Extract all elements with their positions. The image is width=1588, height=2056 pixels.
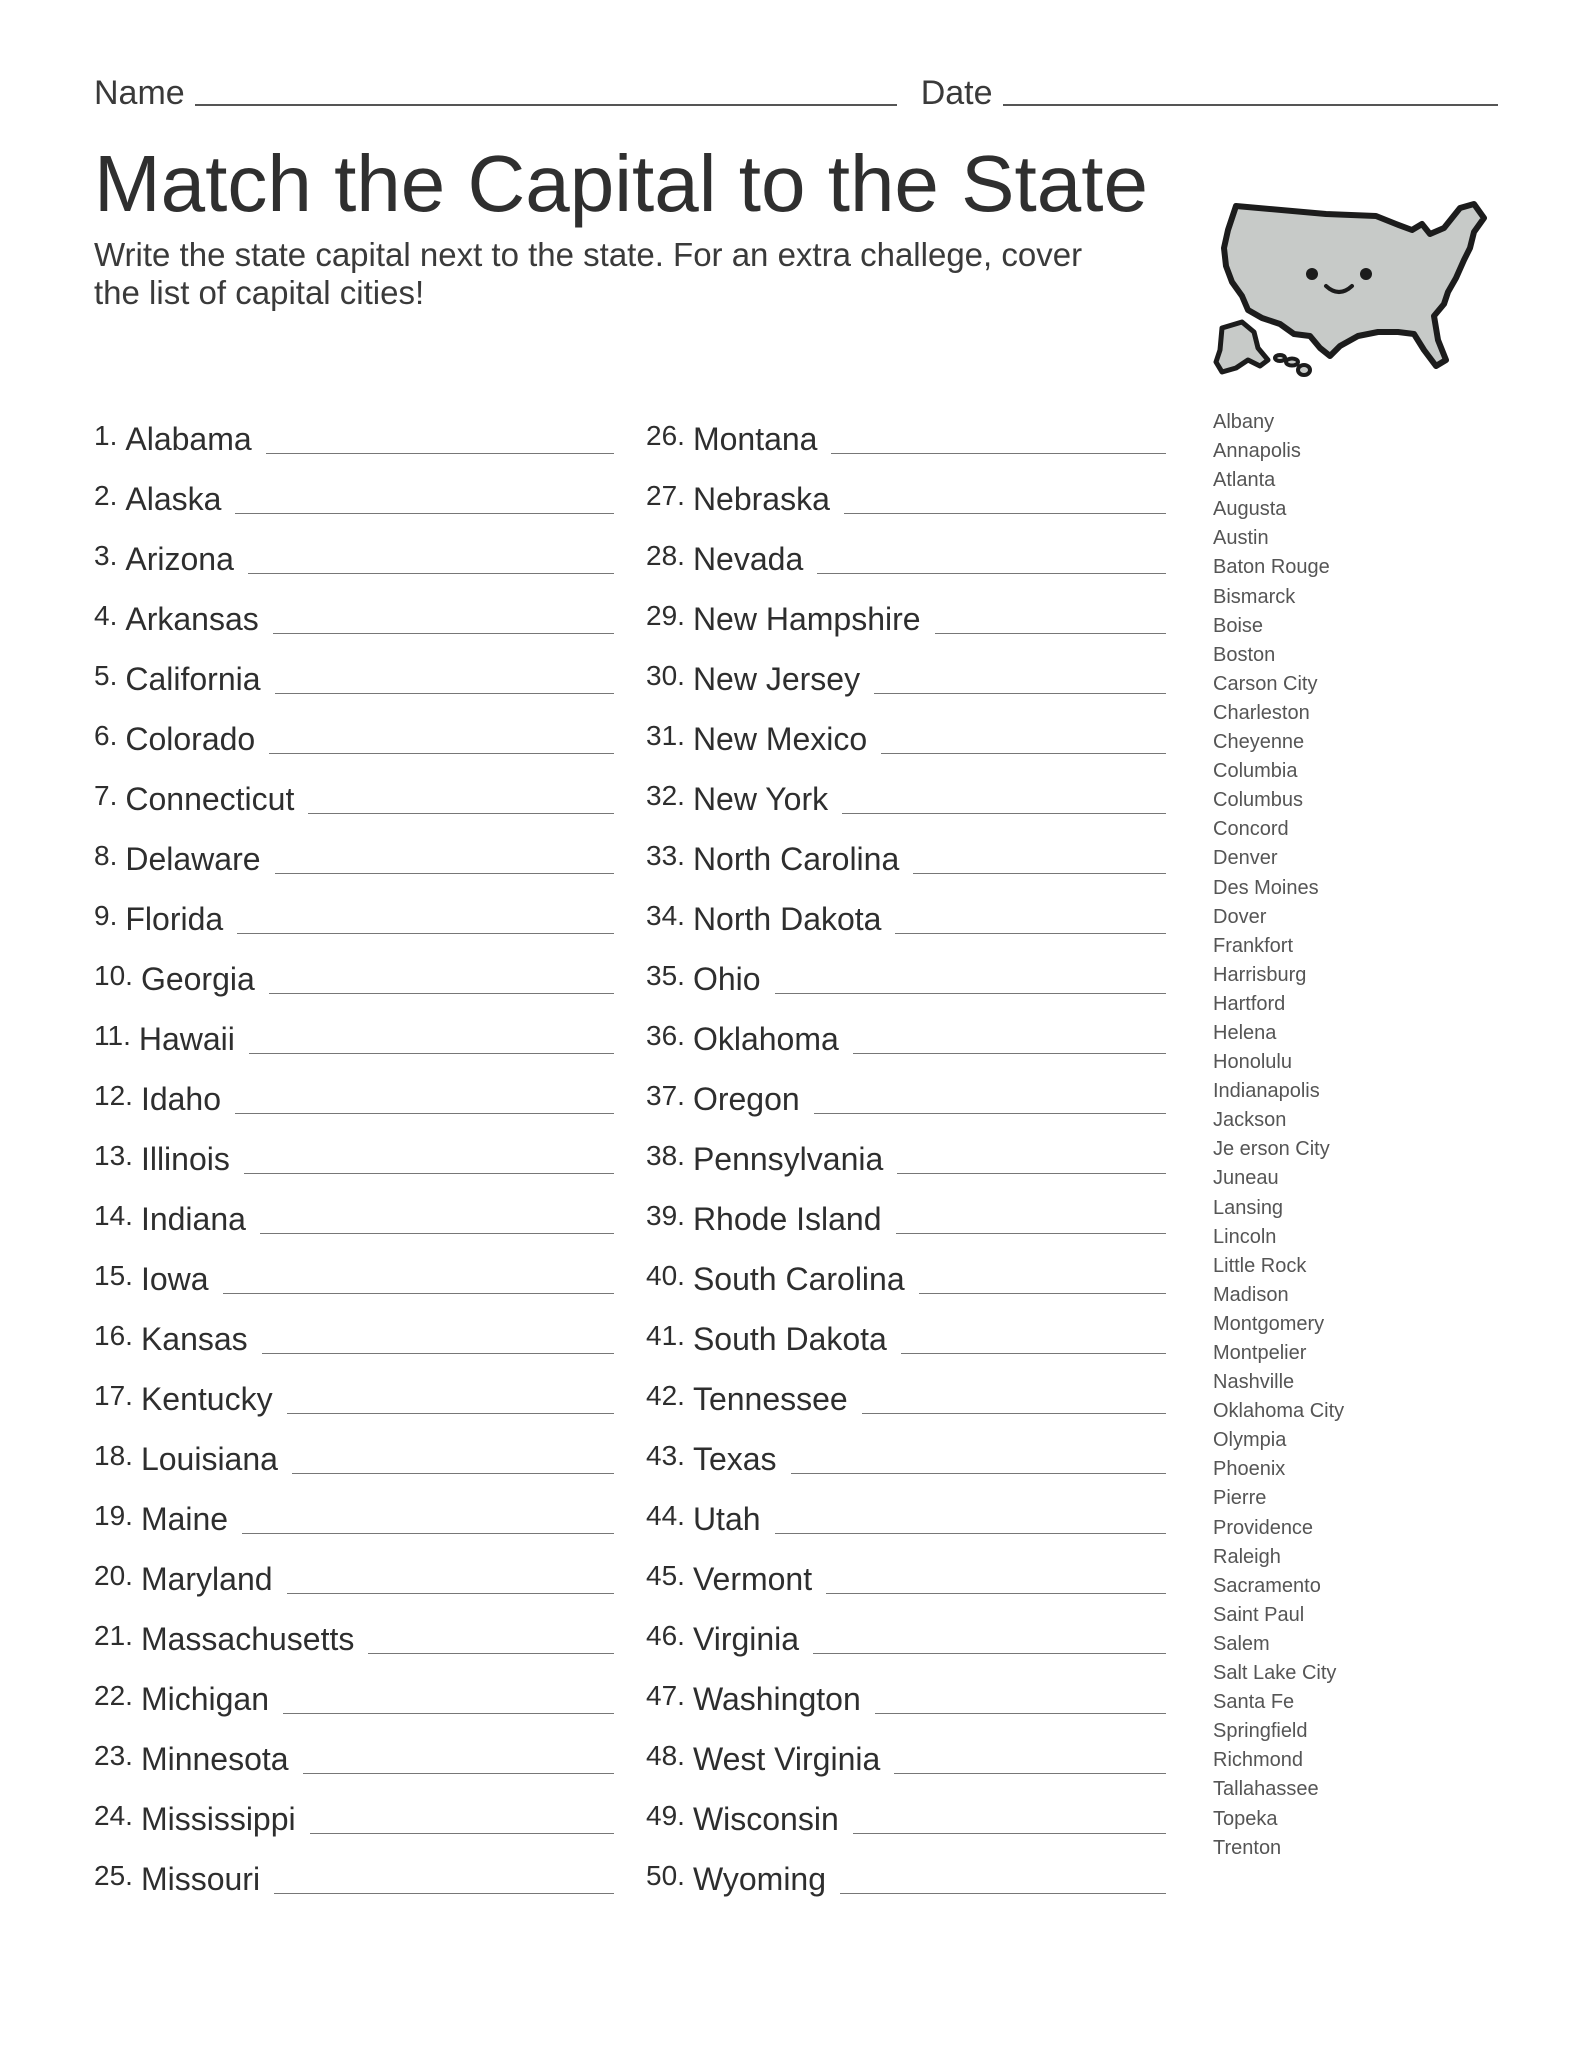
state-row [646,1718,1166,1778]
capital-answer-line[interactable] [874,693,1166,694]
state-name: Missouri [140,1861,261,1897]
capital-answer-line[interactable] [831,453,1166,454]
state-number: 14. [94,1200,133,1231]
capital-answer-line[interactable] [842,813,1166,814]
state-row [646,1358,1166,1418]
state-number: 18. [94,1440,133,1471]
capital-answer-line[interactable] [368,1653,614,1654]
state-row [94,1178,614,1238]
capital-answer-line[interactable] [791,1473,1166,1474]
capital-city-item: Hartford [1213,992,1286,1015]
capital-city-item: Columbia [1213,760,1298,783]
capital-answer-line[interactable] [303,1773,614,1774]
capital-answer-line[interactable] [897,1173,1166,1174]
state-number: 42. [646,1380,685,1411]
capital-answer-line[interactable] [248,573,614,574]
state-row [646,1538,1166,1598]
state-name: California [125,661,261,697]
state-row [646,1658,1166,1718]
state-name: North Carolina [692,841,900,877]
state-name: Kentucky [140,1381,273,1417]
capital-city-item: Saint Paul [1213,1603,1305,1626]
state-number: 30. [646,660,685,691]
capital-answer-line[interactable] [844,513,1166,514]
capital-answer-line[interactable] [895,933,1166,934]
state-name: Massachusetts [140,1621,355,1657]
state-number: 2. [94,480,118,511]
state-name: Washington [692,1681,861,1717]
state-row [94,1298,614,1358]
state-name: Alaska [125,481,222,517]
state-number: 3. [94,540,118,571]
capital-city-item: Pierre [1213,1487,1267,1510]
state-number: 26. [646,420,685,451]
state-name: Arizona [125,541,234,577]
state-name: Oklahoma [692,1021,839,1057]
state-name: Illinois [140,1141,230,1177]
state-name: Indiana [140,1201,246,1237]
state-name: Vermont [692,1561,813,1597]
state-row [94,638,614,698]
state-row [646,1418,1166,1478]
capital-answer-line[interactable] [260,1233,614,1234]
capital-city-item: Denver [1213,847,1278,870]
state-number: 10. [94,960,133,991]
state-name: Nevada [692,541,804,577]
state-row [646,398,1166,458]
state-name: Wisconsin [692,1801,839,1837]
header-row [94,66,1498,110]
state-name: Texas [692,1441,777,1477]
state-number: 12. [94,1080,133,1111]
state-name: Virginia [692,1621,800,1657]
capital-answer-line[interactable] [935,633,1166,634]
state-name: Michigan [140,1681,269,1717]
state-number: 34. [646,900,685,931]
hawaii-shape [1275,355,1310,375]
state-row [94,1658,614,1718]
smiling-usa-map-icon [1208,200,1496,382]
capital-answer-line[interactable] [274,1893,614,1894]
capital-city-item: Tallahassee [1213,1778,1319,1801]
state-name: Georgia [140,961,255,997]
state-number: 20. [94,1560,133,1591]
capital-answer-line[interactable] [266,453,614,454]
state-row [646,1238,1166,1298]
capital-city-item: Montpelier [1213,1342,1307,1364]
state-number: 6. [94,720,118,751]
state-name: Maine [140,1501,229,1537]
state-row [94,998,614,1058]
state-number: 38. [646,1140,685,1171]
state-name: Florida [125,901,224,937]
state-row [646,998,1166,1058]
state-row [94,1118,614,1178]
state-number: 36. [646,1020,685,1051]
capital-city-item: Oklahoma City [1213,1400,1345,1423]
capital-answer-line[interactable] [813,1653,1166,1654]
capital-city-item: Albany [1213,411,1275,433]
instructions-text: Write the state capital next to the state. For an extra challege, cover the list of capital cities! [94,236,1083,311]
capital-city-item: Topeka [1213,1807,1278,1830]
capital-answer-line[interactable] [273,633,614,634]
state-number: 40. [646,1260,685,1291]
capital-city-item: Carson City [1213,672,1318,695]
state-number: 43. [646,1440,685,1471]
capital-answer-line[interactable] [875,1713,1166,1714]
state-number: 9. [94,900,118,931]
capital-answer-line[interactable] [775,1533,1166,1534]
state-name: Connecticut [125,781,295,817]
state-row [646,758,1166,818]
capital-city-item: Columbus [1213,789,1304,812]
capital-answer-line[interactable] [896,1233,1166,1234]
capital-city-item: Boise [1213,614,1264,637]
capital-city-item: Helena [1213,1021,1277,1044]
state-row [94,398,614,458]
capital-city-item: Concord [1213,818,1289,841]
state-number: 19. [94,1500,133,1531]
capital-answer-line[interactable] [894,1773,1166,1774]
name-label: Name [94,74,185,112]
capital-city-item: Je erson City [1213,1138,1330,1161]
state-number: 49. [646,1800,685,1831]
state-name: New Mexico [692,721,868,757]
capital-city-item: Boston [1213,643,1276,666]
state-name: New York [692,781,829,817]
state-row [646,818,1166,878]
map-eye-left [1306,268,1318,280]
capital-city-item: Madison [1213,1283,1289,1306]
capital-answer-line[interactable] [275,693,614,694]
capital-answer-line[interactable] [287,1593,614,1594]
capital-answer-line[interactable] [840,1893,1166,1894]
capital-city-item: Bismarck [1213,585,1296,608]
capital-city-item: Salem [1213,1632,1270,1655]
state-name: Hawaii [138,1021,235,1057]
state-row [646,518,1166,578]
state-row [646,938,1166,998]
state-name: West Virginia [692,1741,881,1777]
state-row [94,1358,614,1418]
state-row [94,1718,614,1778]
state-name: Kansas [140,1321,248,1357]
capital-answer-line[interactable] [310,1833,614,1834]
state-row [646,1058,1166,1118]
capital-city-item: Sacramento [1213,1574,1321,1597]
capital-answer-line[interactable] [853,1053,1166,1054]
capital-answer-line[interactable] [817,573,1166,574]
capital-city-item: Nashville [1213,1371,1295,1394]
capital-answer-line[interactable] [287,1413,614,1414]
state-number: 15. [94,1260,133,1291]
state-number: 22. [94,1680,133,1711]
capital-answer-line[interactable] [269,993,614,994]
state-number: 16. [94,1320,133,1351]
state-number: 29. [646,600,685,631]
states-column-right [646,398,1166,1898]
capital-answer-line[interactable] [262,1353,614,1354]
state-number: 44. [646,1500,685,1531]
state-row [646,458,1166,518]
state-number: 37. [646,1080,685,1111]
state-name: Maryland [140,1561,273,1597]
state-row [94,878,614,938]
state-row [94,938,614,998]
state-name: Mississippi [140,1801,296,1837]
state-name: Iowa [140,1261,209,1297]
state-name: South Dakota [692,1321,887,1357]
capital-city-item: Indianapolis [1213,1080,1320,1103]
capital-city-item: Augusta [1213,498,1287,521]
state-row [94,578,614,638]
capital-city-item: Montgomery [1213,1312,1325,1335]
state-number: 31. [646,720,685,751]
state-number: 4. [94,600,118,631]
state-number: 11. [94,1020,131,1051]
capital-city-item: Providence [1213,1516,1314,1539]
state-name: Nebraska [692,481,830,517]
capital-answer-line[interactable] [223,1293,614,1294]
state-number: 33. [646,840,685,871]
state-name: Pennsylvania [692,1141,884,1177]
capital-city-item: Juneau [1213,1167,1279,1190]
state-name: Ohio [692,961,761,997]
state-row [94,1478,614,1538]
capital-city-item: Olympia [1213,1429,1287,1452]
state-name: Oregon [692,1081,800,1117]
capital-city-item: Frankfort [1213,934,1294,957]
capital-cities-list [1213,408,1344,1863]
capital-answer-line[interactable] [881,753,1166,754]
state-number: 46. [646,1620,685,1651]
capital-answer-line[interactable] [308,813,614,814]
state-number: 25. [94,1860,133,1891]
capital-answer-line[interactable] [826,1593,1166,1594]
capital-answer-line[interactable] [919,1293,1166,1294]
state-name: Idaho [140,1081,222,1117]
state-name: Minnesota [140,1741,289,1777]
capital-city-item: Honolulu [1213,1051,1292,1074]
capital-answer-line[interactable] [249,1053,614,1054]
state-name: New Hampshire [692,601,921,637]
map-eye-right [1360,268,1372,280]
capital-city-item: Dover [1213,905,1267,928]
state-name: Utah [692,1501,761,1537]
capital-answer-line[interactable] [862,1413,1166,1414]
capital-city-item: Salt Lake City [1213,1662,1337,1685]
state-number: 27. [646,480,685,511]
capital-city-item: Austin [1213,527,1269,550]
capital-answer-line[interactable] [853,1833,1166,1834]
state-number: 1. [94,420,118,451]
capital-city-item: Phoenix [1213,1458,1286,1481]
state-name: Rhode Island [692,1201,882,1237]
state-row [94,1778,614,1838]
capital-city-item: Richmond [1213,1749,1304,1772]
state-name: Wyoming [692,1861,827,1897]
capital-answer-line[interactable] [235,513,614,514]
state-number: 21. [94,1620,133,1651]
states-column-left [94,398,614,1898]
state-number: 24. [94,1800,133,1831]
capital-city-item: Jackson [1213,1109,1287,1132]
page-title: Match the Capital to the State [94,139,1148,228]
state-number: 50. [646,1860,685,1891]
alaska-shape [1216,322,1268,372]
capital-city-item: Trenton [1213,1836,1282,1859]
state-number: 23. [94,1740,133,1771]
state-row [646,1778,1166,1838]
state-row [646,638,1166,698]
capital-answer-line[interactable] [237,933,614,934]
state-number: 28. [646,540,685,571]
state-row [646,1118,1166,1178]
capital-answer-line[interactable] [901,1353,1166,1354]
state-name: Alabama [125,421,252,457]
state-number: 35. [646,960,685,991]
state-name: Arkansas [125,601,259,637]
state-number: 7. [94,780,118,811]
state-row [94,1538,614,1598]
state-number: 41. [646,1320,685,1351]
state-number: 8. [94,840,118,871]
state-row [94,518,614,578]
capital-answer-line[interactable] [283,1713,614,1714]
capital-city-item: Baton Rouge [1213,556,1330,579]
capital-answer-line[interactable] [269,753,614,754]
state-row [646,578,1166,638]
state-name: Louisiana [140,1441,278,1477]
capital-city-item: Des Moines [1213,876,1319,899]
state-name: New Jersey [692,661,861,697]
state-number: 47. [646,1680,685,1711]
name-field-line[interactable] [195,104,897,106]
state-name: North Dakota [692,901,882,937]
capital-answer-line[interactable] [775,993,1166,994]
state-number: 48. [646,1740,685,1771]
capital-city-item: Annapolis [1213,440,1301,463]
state-number: 45. [646,1560,685,1591]
state-row [94,1238,614,1298]
state-name: Montana [692,421,818,457]
capital-city-item: Raleigh [1213,1545,1281,1568]
capital-city-item: Harrisburg [1213,963,1307,986]
state-row [646,878,1166,938]
state-name: South Carolina [692,1261,905,1297]
capital-city-item: Little Rock [1213,1254,1307,1277]
capital-city-item: Springfield [1213,1720,1308,1743]
capital-answer-line[interactable] [292,1473,614,1474]
state-row [646,1598,1166,1658]
state-row [646,1298,1166,1358]
state-name: Colorado [125,721,256,757]
state-number: 13. [94,1140,133,1171]
state-row [646,1838,1166,1898]
capital-city-item: Lansing [1213,1196,1284,1219]
capital-answer-line[interactable] [814,1113,1166,1114]
capital-city-item: Cheyenne [1213,731,1305,754]
state-name: Tennessee [692,1381,848,1417]
state-number: 17. [94,1380,133,1411]
capital-city-item: Lincoln [1213,1225,1277,1248]
state-number: 39. [646,1200,685,1231]
capital-city-item: Charleston [1213,701,1310,724]
state-row [94,1058,614,1118]
capital-city-item: Santa Fe [1213,1691,1295,1714]
state-row [94,818,614,878]
state-row [646,1478,1166,1538]
usa-mainland-shape [1224,204,1484,366]
state-name: Delaware [125,841,261,877]
capital-answer-line[interactable] [913,873,1166,874]
state-row [94,1418,614,1478]
date-label: Date [920,74,993,112]
state-row [94,758,614,818]
state-row [94,1598,614,1658]
date-field-line[interactable] [1003,104,1498,106]
state-row [94,458,614,518]
state-row [94,1838,614,1898]
state-number: 32. [646,780,685,811]
capital-answer-line[interactable] [275,873,614,874]
capital-answer-line[interactable] [242,1533,614,1534]
capital-city-item: Atlanta [1213,469,1276,492]
state-row [94,698,614,758]
capital-answer-line[interactable] [235,1113,614,1114]
state-number: 5. [94,660,118,691]
state-row [646,698,1166,758]
state-row [646,1178,1166,1238]
capital-answer-line[interactable] [244,1173,614,1174]
